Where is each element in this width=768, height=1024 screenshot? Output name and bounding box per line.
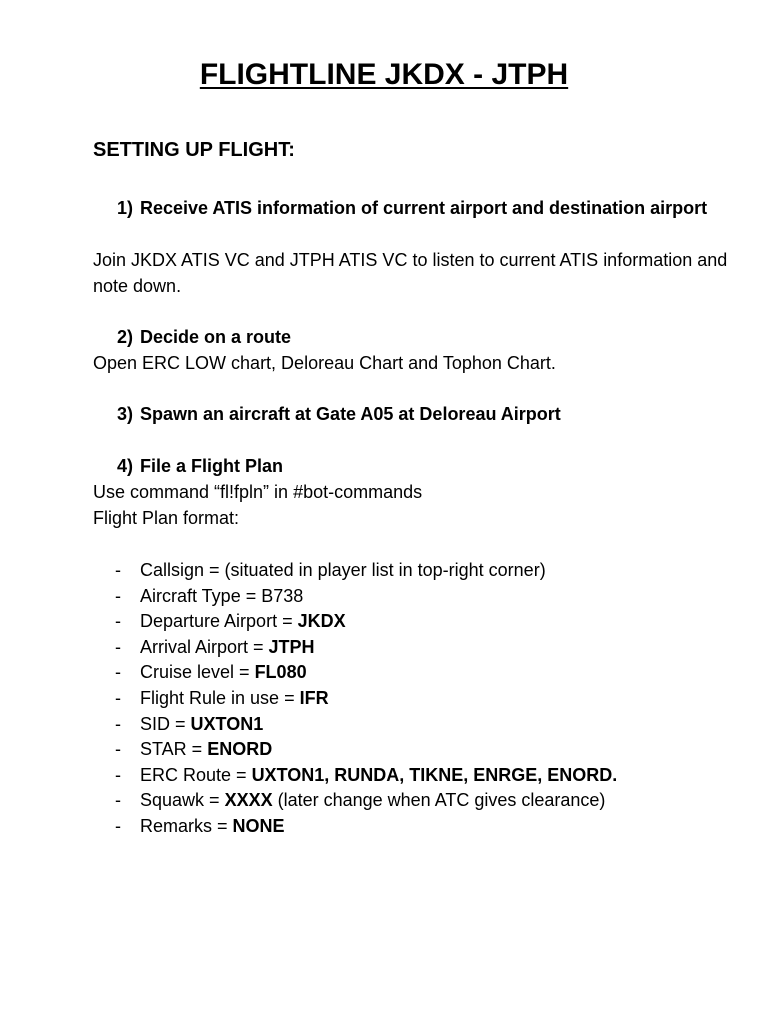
field-note: (later change when ATC gives clearance) <box>272 790 606 811</box>
field-value: NONE <box>232 815 285 836</box>
step-2-heading <box>117 324 737 350</box>
field-label: ERC Route = <box>140 764 252 785</box>
field-label: SID = <box>140 713 191 734</box>
step-title: Receive ATIS information of current airport and destination airport <box>140 198 708 218</box>
step-4-command-line: Use command “fl!fpln” in #bot-commands <box>93 482 423 502</box>
step-1-body: Join JKDX ATIS VC and JTPH ATIS VC to listen to current ATIS information and note down. <box>93 250 728 296</box>
bullet-dash: - <box>115 585 121 606</box>
flight-plan-field-departure-airport <box>115 609 735 635</box>
step-title: Spawn an aircraft at Gate A05 at Deloreau Airport <box>140 404 561 424</box>
flight-plan-field-remarks <box>115 814 735 840</box>
section-heading: SETTING UP FLIGHT: <box>93 139 295 161</box>
flight-plan-field-cruise-level <box>115 660 735 686</box>
field-label: Cruise level = <box>140 662 255 683</box>
bullet-dash: - <box>115 739 121 760</box>
flight-plan-field-aircraft-type <box>115 584 735 610</box>
flight-plan-field-star <box>115 737 735 763</box>
flight-plan-field-flight-rule <box>115 686 735 712</box>
bullet-dash: - <box>115 662 121 683</box>
step-1-heading <box>117 195 737 221</box>
field-value: ENORD <box>207 739 273 760</box>
step-number: 3) <box>117 404 134 424</box>
bullet-dash: - <box>115 815 121 836</box>
flight-plan-field-list <box>115 558 735 840</box>
step-2-body: Open ERC LOW chart, Deloreau Chart and Tophon Chart. <box>93 353 556 373</box>
field-value: JTPH <box>268 636 315 657</box>
field-value: IFR <box>299 687 329 708</box>
field-label: Departure Airport = <box>140 611 298 632</box>
field-label: Flight Rule in use = <box>140 687 300 708</box>
bullet-dash: - <box>115 713 121 734</box>
flight-plan-field-sid <box>115 712 735 738</box>
field-label: Arrival Airport = <box>140 636 269 657</box>
bullet-dash: - <box>115 611 121 632</box>
step-title: File a Flight Plan <box>140 456 284 476</box>
field-label: Squawk = <box>140 790 225 811</box>
bullet-dash: - <box>115 560 121 580</box>
step-number: 4) <box>117 456 134 476</box>
flight-plan-field-squawk <box>115 788 735 814</box>
bullet-dash: - <box>115 790 121 811</box>
field-label: Aircraft Type = <box>140 585 262 606</box>
step-number: 2) <box>117 327 134 347</box>
bullet-dash: - <box>115 687 121 708</box>
field-value: JKDX <box>297 611 346 632</box>
flight-plan-field-callsign <box>115 558 735 584</box>
step-4-format-line: Flight Plan format: <box>93 508 240 528</box>
field-label: STAR = <box>140 739 208 760</box>
bullet-dash: - <box>115 636 121 657</box>
field-value: FL080 <box>254 662 307 683</box>
field-value: UXTON1, RUNDA, TIKNE, ENRGE, ENORD. <box>251 764 618 785</box>
field-value: XXXX <box>224 790 273 811</box>
step-number: 1) <box>117 198 134 218</box>
field-note: B738 <box>261 585 304 606</box>
step-3-heading <box>117 401 737 427</box>
step-title: Decide on a route <box>140 327 292 347</box>
document-title: FLIGHTLINE JKDX - JTPH <box>199 58 569 91</box>
flight-plan-field-erc-route <box>115 763 735 789</box>
flight-plan-field-arrival-airport <box>115 635 735 661</box>
field-note: (situated in player list in top-right corner) <box>224 560 546 580</box>
bullet-dash: - <box>115 764 121 785</box>
step-4-heading <box>117 453 737 479</box>
field-value: UXTON1 <box>190 713 264 734</box>
field-label: Callsign = <box>140 560 225 580</box>
field-label: Remarks = <box>140 815 233 836</box>
